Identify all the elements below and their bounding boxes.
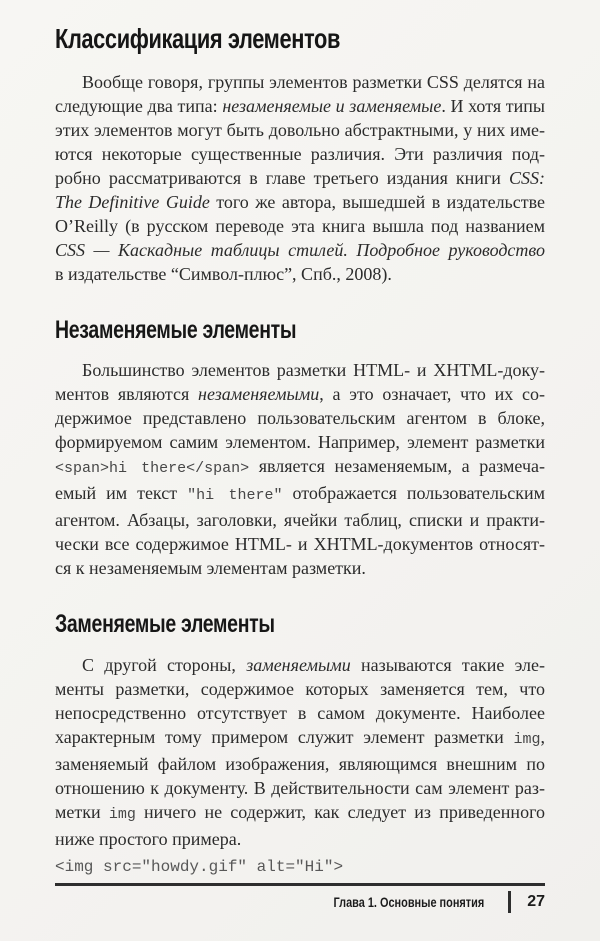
text-line (55, 653, 545, 677)
section-heading: Незаменяемые элементы (55, 315, 297, 344)
text-segment: ниже простого примера. (55, 829, 242, 850)
text-segment: того же автора, вышедшей в издательстве (209, 191, 545, 212)
text-segment: робно рассматриваются в главе третьего издания книги (55, 167, 509, 188)
footer-rule (55, 883, 545, 886)
text-segment: , (540, 727, 545, 748)
text-line (55, 481, 545, 508)
text-line (55, 430, 545, 454)
text-line (55, 776, 545, 800)
text-segment: . И хотя типы (441, 95, 545, 116)
text-line (55, 70, 545, 94)
text-line (55, 406, 545, 430)
text-line (55, 677, 545, 701)
text-line (55, 94, 545, 118)
body-paragraph (55, 653, 545, 851)
inline-code: img (513, 731, 541, 749)
text-segment: ются некоторые существенные различия. Эти различия под- (55, 143, 545, 164)
text-line (55, 701, 545, 725)
text-segment: , а это означает, что их со- (319, 384, 545, 405)
text-segment: держимое представлено пользовательским агентом в блоке, (55, 408, 545, 429)
text-segment: менты разметки, содержимое которых заменяется тем, что (55, 679, 545, 700)
italic-term: CSS — Каскадные таблицы стилей. Подробное руководство (55, 239, 545, 260)
text-line (55, 118, 545, 142)
text-line (55, 238, 545, 262)
text-segment: является незаменяемым, а размеча- (249, 456, 546, 477)
text-segment: O’Reilly (в русском переводе эта книга вышла под названием (55, 215, 545, 236)
chapter-label: Глава 1. Основные понятия (333, 894, 485, 910)
text-line (55, 725, 545, 752)
page-title: Классификация элементов (55, 23, 341, 54)
text-segment: Вообще говоря, группы элементов разметки CSS делятся на (82, 71, 545, 92)
text-segment: отображается пользовательским (282, 483, 546, 504)
italic-term: незаменяемыми (198, 384, 320, 405)
text-segment: следующие два типа: (55, 95, 223, 116)
text-line (55, 532, 545, 556)
text-line (55, 800, 545, 827)
italic-term: The Definitive Guide (55, 191, 210, 212)
text-line (55, 382, 545, 406)
text-segment: заменяемый файлом изображения, являющимся внешним по (55, 754, 545, 775)
italic-term: заменяемыми (246, 655, 351, 676)
page-content (0, 22, 600, 877)
text-line (55, 262, 545, 286)
text-segment: характерным тому примером служит элемент разметки (55, 727, 514, 748)
text-segment: метки (55, 802, 109, 823)
text-segment: называются такие эле- (350, 655, 545, 676)
section-heading: Заменяемые элементы (55, 610, 275, 639)
text-line (55, 454, 545, 481)
text-segment: непосредственно отсутствует в самом документе. Наиболее (55, 703, 545, 724)
text-line (55, 827, 545, 851)
inline-code: "hi there" (187, 487, 283, 505)
text-line (55, 214, 545, 238)
footer-divider (508, 891, 511, 913)
text-segment: чески все содержимое HTML- и XHTML-документов относят- (55, 534, 545, 555)
text-segment: формируемом самим элементом. Например, элемент разметки (55, 432, 545, 453)
text-segment: емый им текст (55, 483, 188, 504)
text-segment: в издательстве “Символ-плюс”, Спб., 2008). (55, 263, 392, 284)
inline-code: img (108, 806, 136, 824)
text-line (55, 752, 545, 776)
text-line (55, 556, 545, 580)
text-segment: ничего не содержит, как следует из приведенного (135, 802, 545, 823)
text-segment: ся к незаменяемым элементам разметки. (55, 558, 366, 579)
body-paragraph (55, 358, 545, 580)
text-segment: С другой стороны, (82, 655, 247, 676)
text-segment: ментов являются (55, 384, 199, 405)
text-segment: отношению к документу. В действительности сам элемент раз- (55, 778, 545, 799)
page-footer (55, 883, 545, 913)
text-segment: Большинство элементов разметки HTML- и XHTML-доку- (82, 360, 545, 381)
text-line (55, 190, 545, 214)
italic-term: CSS: (509, 167, 545, 188)
text-line (55, 166, 545, 190)
italic-term: незаменяемые и заменяемые (222, 95, 442, 116)
footer-row (55, 891, 545, 913)
code-block: <img src="howdy.gif" alt="Hi"> (55, 858, 344, 877)
page-number: 27 (527, 893, 545, 910)
body-paragraph (55, 70, 545, 286)
text-segment: агентом. Абзацы, заголовки, ячейки таблиц, списки и практи- (55, 510, 545, 531)
text-line (55, 142, 545, 166)
text-segment: этих элементов могут быть довольно абстрактными, у них име- (55, 119, 545, 140)
text-line (55, 358, 545, 382)
content-blocks (55, 70, 545, 878)
inline-code: <span>hi there</span> (55, 460, 250, 478)
text-line (55, 508, 545, 532)
